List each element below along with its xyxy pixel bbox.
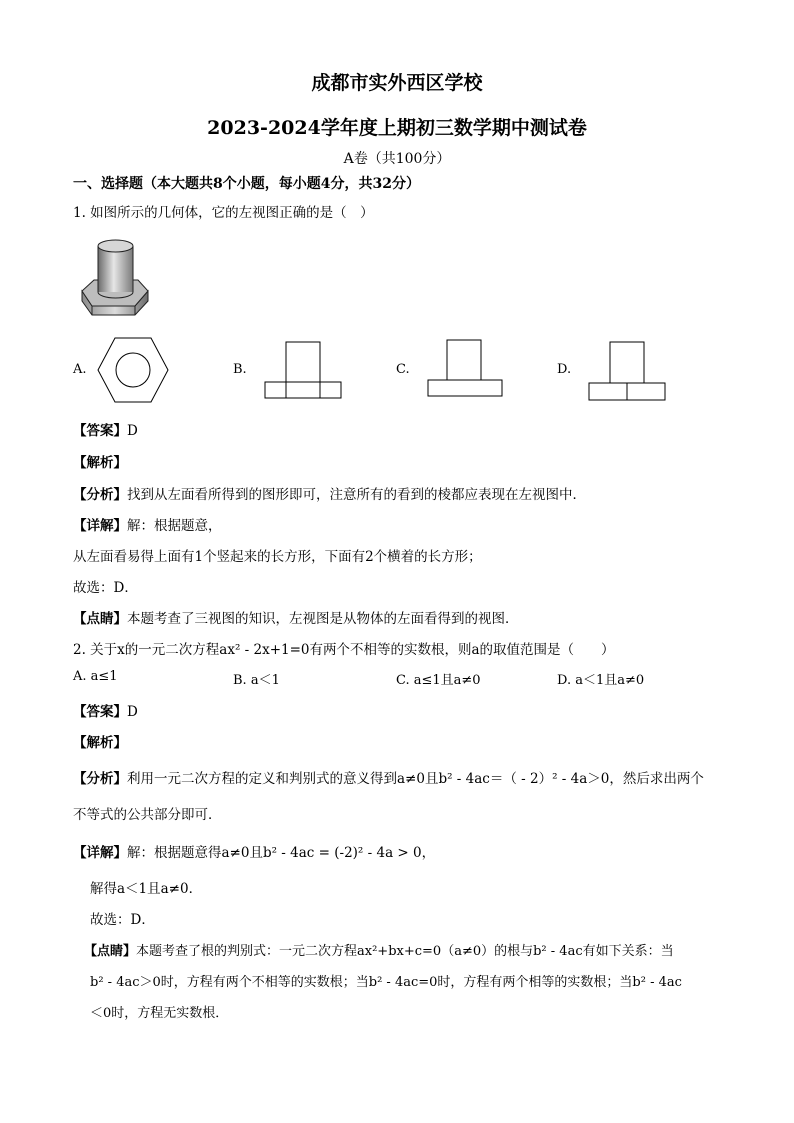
q2-dianjing-line3: ＜0时，方程无实数根．	[90, 1006, 229, 1021]
answer-value: D	[127, 423, 138, 439]
q2-jiexi: 【解析】	[73, 735, 127, 751]
q1-fenxi	[73, 483, 586, 503]
view-d	[588, 341, 666, 401]
solid-figure	[80, 236, 155, 316]
q2-stem: 2. 关于x的一元二次方程ax² - 2x+1=0有两个不相等的实数根，则a的取值范围是（ ）	[73, 642, 615, 658]
q2-option-d: D. a＜1且a≠0	[557, 673, 645, 688]
school-title: 成都市实外西区学校	[311, 72, 483, 94]
q2-fenxi-cont: 不等式的公共部分即可．	[73, 807, 222, 823]
q1-jiexi: 【解析】	[73, 455, 127, 471]
answer-value: D	[127, 704, 138, 720]
fenxi-tag: 【分析】	[73, 487, 127, 503]
q1-option-d-label: D.	[557, 362, 572, 377]
q1-stem: 1. 如图所示的几何体，它的左视图正确的是（ ）	[73, 205, 374, 221]
view-c	[427, 339, 503, 397]
q1-conclusion: 故选：D．	[73, 580, 138, 596]
q2-option-b: B. a＜1	[233, 673, 280, 688]
q1-answer	[73, 419, 138, 439]
answer-tag: 【答案】	[73, 423, 127, 439]
q2-option-c: C. a≤1且a≠0	[396, 673, 481, 688]
xiangjie-tag: 【详解】	[73, 518, 127, 534]
fenxi-text: 找到从左面看所得到的图形即可，注意所有的看到的棱都应表现在左视图中．	[127, 487, 586, 503]
q1-detail-line: 从左面看易得上面有1个竖起来的长方形，下面有2个横着的长方形；	[73, 549, 482, 565]
q1-option-c-label: C.	[396, 362, 410, 377]
dianjing-text: 本题考查了根的判别式：一元二次方程ax²+bx+c=0（a≠0）的根与b² - 4ac有如下关系：当	[136, 944, 674, 959]
q1-xiangjie	[73, 514, 222, 534]
q1-option-b-label: B.	[233, 362, 247, 377]
q2-dianjing-line2: b² - 4ac＞0时，方程有两个不相等的实数根；当b² - 4ac=0时，方程有两个相等的实数根；当b² - 4ac	[90, 975, 682, 990]
q2-option-a: A. a≤1	[73, 669, 118, 684]
hexagon-view	[97, 337, 169, 403]
q2-solve: 解得a＜1且a≠0．	[90, 881, 203, 897]
q2-answer	[73, 700, 138, 720]
exam-title: 2023-2024学年度上期初三数学期中测试卷	[207, 117, 587, 139]
q2-fenxi	[73, 767, 704, 787]
q1-option-a-label: A.	[73, 362, 87, 377]
view-b	[264, 341, 342, 399]
dianjing-tag: 【点睛】	[84, 944, 137, 959]
paper-subtitle: A卷（共100分）	[343, 151, 451, 167]
q1-dianjing	[73, 607, 519, 627]
answer-tag: 【答案】	[73, 704, 127, 720]
dianjing-text: 本题考查了三视图的知识，左视图是从物体的左面看得到的视图．	[127, 611, 519, 627]
q2-dianjing	[84, 940, 674, 959]
xiangjie-tag: 【详解】	[73, 845, 127, 861]
fenxi-text: 利用一元二次方程的定义和判别式的意义得到a≠0且b² - 4ac＝（ - 2）² - 4a＞0，然后求出两个	[127, 771, 704, 787]
dianjing-tag: 【点睛】	[73, 611, 127, 627]
section-heading: 一、选择题（本大题共8个小题，每小题4分，共32分）	[73, 176, 420, 192]
q2-conclusion: 故选：D．	[90, 912, 155, 928]
q2-xiangjie	[73, 841, 435, 861]
xiangjie-text: 解：根据题意得a≠0且b² - 4ac = (-2)² - 4a > 0，	[127, 845, 436, 861]
xiangjie-text: 解：根据题意，	[127, 518, 222, 534]
fenxi-tag: 【分析】	[73, 771, 127, 787]
